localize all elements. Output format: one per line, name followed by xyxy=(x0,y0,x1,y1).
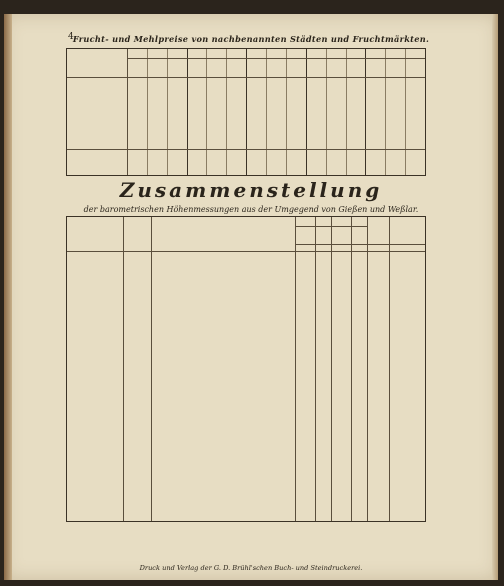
grid-line xyxy=(295,226,367,227)
grid-line xyxy=(351,217,352,521)
column-subheader xyxy=(286,59,306,76)
grid-line xyxy=(389,217,390,521)
page-edge xyxy=(492,14,498,580)
page-number: 4 xyxy=(68,32,74,42)
grid-line xyxy=(67,77,425,78)
column-subheader xyxy=(326,59,346,76)
height-table xyxy=(66,216,426,522)
grid-line xyxy=(67,251,425,252)
grid-line xyxy=(295,217,296,521)
column-subheader xyxy=(226,59,246,76)
column-subheader xyxy=(246,59,266,76)
grid-line xyxy=(315,217,316,521)
grid-line xyxy=(67,149,425,150)
grid-line xyxy=(331,217,332,521)
price-table-title: Frucht- und Mehlpreise von nachbenannten Städten und Fruchtmärkten. xyxy=(72,34,430,44)
section-subtitle: der barometrischen Höhenmessungen aus der Umgegend von Gießen und Weßlar. xyxy=(83,205,419,214)
column-subheader xyxy=(147,59,167,76)
grid-line xyxy=(295,244,425,245)
column-subheader xyxy=(346,59,366,76)
document-page xyxy=(4,14,498,580)
column-subheader xyxy=(187,59,207,76)
section-title: Zusammenstellung xyxy=(119,178,383,202)
book-binding xyxy=(4,14,12,580)
column-subheader xyxy=(385,59,405,76)
summary-note xyxy=(70,549,424,557)
grid-line xyxy=(151,217,152,521)
column-subheader xyxy=(405,59,425,76)
column-subheader xyxy=(206,59,226,76)
column-subheader xyxy=(167,59,187,76)
grid-line xyxy=(123,217,124,521)
printer-imprint: Druck und Verlag der G. D. Brühl'schen Buch- und Steindruckerei. xyxy=(139,564,363,572)
column-subheader xyxy=(306,59,326,76)
column-subheader xyxy=(365,59,385,76)
grid-line xyxy=(367,217,368,521)
column-subheader xyxy=(266,59,286,76)
price-table xyxy=(66,48,426,176)
column-subheader xyxy=(127,59,147,76)
